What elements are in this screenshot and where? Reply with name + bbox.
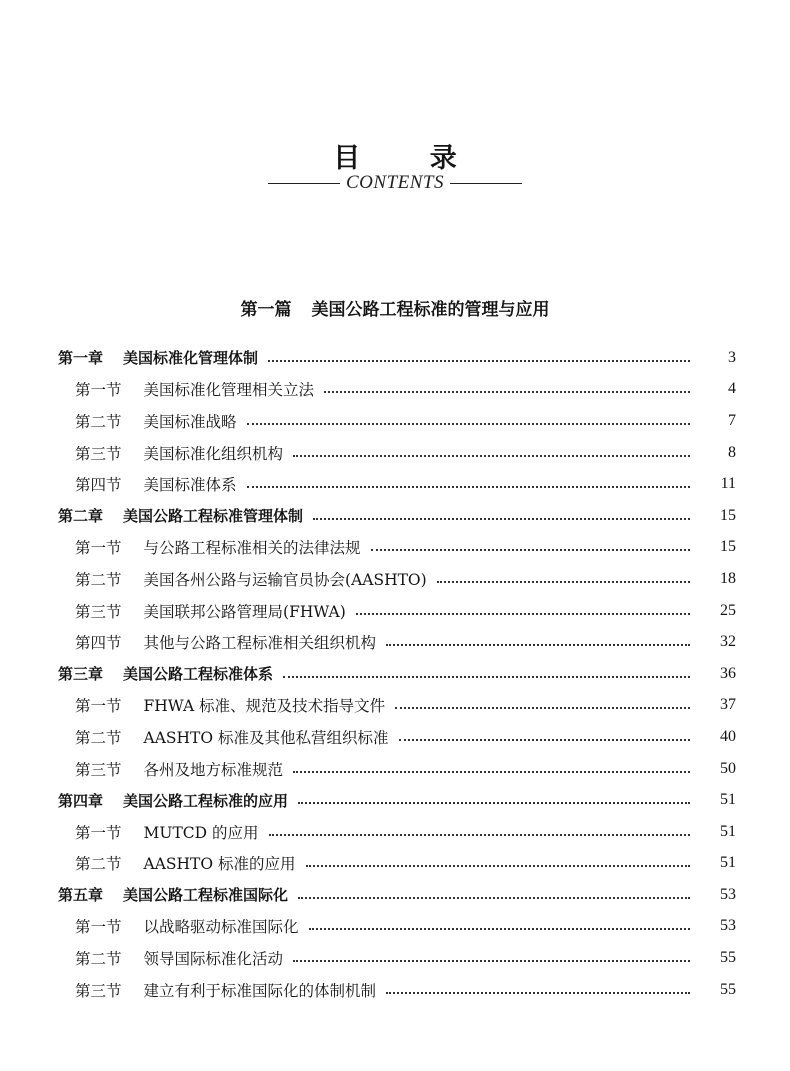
dot-leader	[356, 613, 690, 615]
entry-label: 第一节	[75, 823, 122, 842]
page-number: 11	[720, 475, 736, 493]
page-number: 7	[728, 411, 736, 429]
toc-chapter-entry[interactable]	[0, 879, 790, 911]
entry-label: 第五章	[58, 886, 104, 905]
page-number: 55	[720, 949, 736, 967]
page-number: 51	[720, 854, 736, 872]
page-number: 53	[720, 917, 736, 935]
page-number: 51	[720, 791, 736, 809]
entry-label: 第三节	[75, 981, 122, 1000]
page-number: 53	[720, 885, 736, 903]
entry-label: 第四节	[75, 634, 122, 653]
entry-label: 第一节	[75, 381, 122, 400]
page-number: 18	[720, 569, 736, 587]
page-number: 15	[720, 506, 736, 524]
subtitle-rule-right	[450, 183, 522, 184]
dot-leader	[293, 455, 690, 457]
entry-title: 美国标准化管理相关立法	[143, 381, 315, 400]
dot-leader	[309, 928, 690, 930]
dot-leader	[371, 549, 690, 551]
entry-label: 第三节	[75, 602, 122, 621]
entry-label: 第二节	[75, 570, 122, 589]
toc-chapter-entry[interactable]	[0, 784, 790, 816]
toc-section-entry[interactable]	[0, 468, 790, 500]
entry-title: 各州及地方标准规范	[143, 760, 284, 779]
toc-section-entry[interactable]	[0, 626, 790, 658]
page-number: 40	[720, 727, 736, 745]
entry-label: 第四节	[75, 476, 122, 495]
entry-label: 第二节	[75, 855, 122, 874]
toc-section-entry[interactable]	[0, 753, 790, 785]
entry-title: AASHTO 标准的应用	[143, 855, 296, 874]
dot-leader	[298, 802, 690, 804]
subtitle-rule-left	[268, 183, 340, 184]
entry-label: 第四章	[58, 791, 104, 810]
toc-section-entry[interactable]	[0, 848, 790, 880]
toc-section-entry[interactable]	[0, 911, 790, 943]
toc-section-entry[interactable]	[0, 532, 790, 564]
dot-leader	[293, 960, 690, 962]
page-title: 目 录	[333, 143, 487, 174]
entry-title: AASHTO 标准及其他私营组织标准	[143, 728, 389, 747]
entry-title: 美国各州公路与运输官员协会(AASHTO)	[143, 570, 427, 589]
dot-leader	[247, 423, 690, 425]
entry-label: 第三节	[75, 760, 122, 779]
entry-label: 第一节	[75, 539, 122, 558]
toc-section-entry[interactable]	[0, 374, 790, 406]
page-number: 8	[728, 443, 736, 461]
dot-leader	[283, 676, 690, 678]
entry-title: 以战略驱动标准国际化	[143, 918, 299, 937]
entry-title: 与公路工程标准相关的法律法规	[143, 539, 361, 558]
dot-leader	[313, 518, 690, 520]
entry-title: FHWA 标准、规范及技术指导文件	[143, 697, 386, 716]
entry-label: 第一节	[75, 918, 122, 937]
entry-title: 美国公路工程标准管理体制	[123, 507, 304, 526]
toc-section-entry[interactable]	[0, 437, 790, 469]
entry-label: 第二节	[75, 950, 122, 969]
entry-label: 第二节	[75, 412, 122, 431]
page-number: 51	[720, 822, 736, 840]
entry-label: 第一节	[75, 697, 122, 716]
toc-list	[0, 342, 790, 1005]
part-label: 第一篇	[240, 300, 292, 320]
entry-title: 美国公路工程标准国际化	[123, 886, 289, 905]
dot-leader	[437, 581, 690, 583]
dot-leader	[298, 897, 690, 899]
dot-leader	[269, 834, 690, 836]
toc-section-entry[interactable]	[0, 816, 790, 848]
dot-leader	[395, 707, 690, 709]
entry-title: 美国标准化组织机构	[143, 444, 284, 463]
dot-leader	[268, 360, 690, 362]
entry-label: 第二章	[58, 507, 104, 526]
toc-section-entry[interactable]	[0, 690, 790, 722]
dot-leader	[386, 992, 690, 994]
toc-section-entry[interactable]	[0, 563, 790, 595]
page-number: 4	[728, 380, 736, 398]
page-number: 15	[720, 538, 736, 556]
entry-title: 美国公路工程标准的应用	[123, 791, 289, 810]
entry-title: 建立有利于标准国际化的体制机制	[143, 981, 377, 1000]
entry-label: 第三章	[58, 665, 104, 684]
entry-title: 美国标准化管理体制	[123, 349, 259, 368]
page-number: 55	[720, 980, 736, 998]
toc-section-entry[interactable]	[0, 595, 790, 627]
page-number: 32	[720, 633, 736, 651]
dot-leader	[293, 771, 690, 773]
entry-label: 第一章	[58, 349, 104, 368]
entry-title: 其他与公路工程标准相关组织机构	[143, 634, 377, 653]
entry-label: 第三节	[75, 444, 122, 463]
page-number: 25	[720, 601, 736, 619]
entry-label: 第二节	[75, 728, 122, 747]
toc-section-entry[interactable]	[0, 721, 790, 753]
subtitle-text: CONTENTS	[346, 172, 444, 193]
entry-title: MUTCD 的应用	[143, 823, 259, 842]
entry-title: 美国标准体系	[143, 476, 237, 495]
entry-title: 领导国际标准化活动	[143, 950, 284, 969]
contents-subtitle	[0, 172, 790, 194]
page-number: 50	[720, 759, 736, 777]
toc-chapter-entry[interactable]	[0, 500, 790, 532]
toc-section-entry[interactable]	[0, 942, 790, 974]
dot-leader	[399, 739, 690, 741]
entry-title: 美国公路工程标准体系	[123, 665, 274, 684]
page-number: 37	[720, 696, 736, 714]
toc-section-entry[interactable]	[0, 405, 790, 437]
part-heading	[0, 295, 790, 320]
dot-leader	[324, 391, 690, 393]
part-title: 美国公路工程标准的管理与应用	[311, 300, 550, 320]
dot-leader	[306, 865, 690, 867]
toc-chapter-entry[interactable]	[0, 658, 790, 690]
entry-title: 美国联邦公路管理局(FHWA)	[143, 602, 346, 621]
toc-chapter-entry[interactable]	[0, 342, 790, 374]
dot-leader	[247, 486, 690, 488]
entry-title: 美国标准战略	[143, 412, 237, 431]
dot-leader	[386, 644, 690, 646]
page-number: 3	[728, 348, 736, 366]
toc-section-entry[interactable]	[0, 974, 790, 1006]
page-number: 36	[720, 664, 736, 682]
